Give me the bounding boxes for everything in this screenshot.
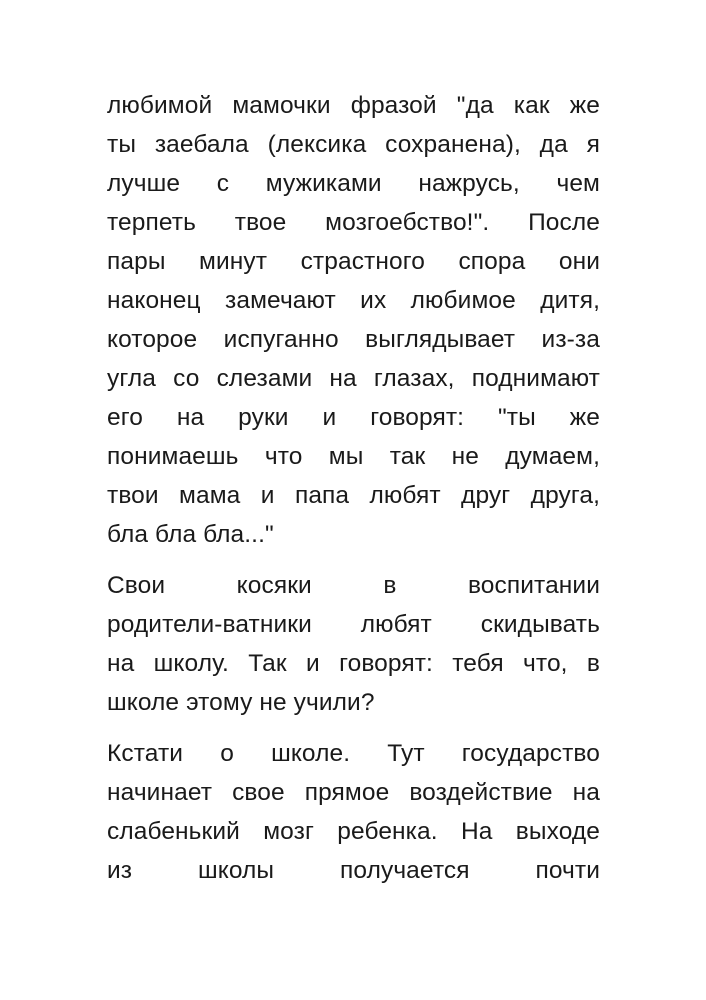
text-line: любимой мамочки фразой "да как же: [107, 92, 600, 119]
text-line: терпеть твое мозгоебство!". После: [107, 209, 600, 236]
text-line: Свои косяки в воспитании: [107, 572, 600, 599]
text-line: наконец замечают их любимое дитя,: [107, 287, 600, 314]
text-line: его на руки и говорят: "ты же: [107, 404, 600, 431]
text-line: Кстати о школе. Тут государство: [107, 740, 600, 767]
text-line: ты заебала (лексика сохранена), да я: [107, 131, 600, 158]
text-line: школе этому не учили?: [107, 689, 375, 716]
text-line: пары минут страстного спора они: [107, 248, 600, 275]
paragraph-2: [107, 566, 600, 722]
text-line: из школы получается почти: [107, 857, 600, 884]
text-line: начинает свое прямое воздействие на: [107, 779, 600, 806]
text-line: угла со слезами на глазах, поднимают: [107, 365, 600, 392]
document-page: [107, 86, 600, 902]
text-line: родители-ватники любят скидывать: [107, 611, 600, 638]
text-line: понимаешь что мы так не думаем,: [107, 443, 600, 470]
text-line: лучше с мужиками нажрусь, чем: [107, 170, 600, 197]
text-line: слабенький мозг ребенка. На выходе: [107, 818, 600, 845]
text-line: на школу. Так и говорят: тебя что, в: [107, 650, 600, 677]
text-line: бла бла бла...": [107, 521, 274, 548]
paragraph-1: [107, 86, 600, 554]
paragraph-3: [107, 734, 600, 890]
text-line: которое испуганно выглядывает из-за: [107, 326, 600, 353]
text-line: твои мама и папа любят друг друга,: [107, 482, 600, 509]
